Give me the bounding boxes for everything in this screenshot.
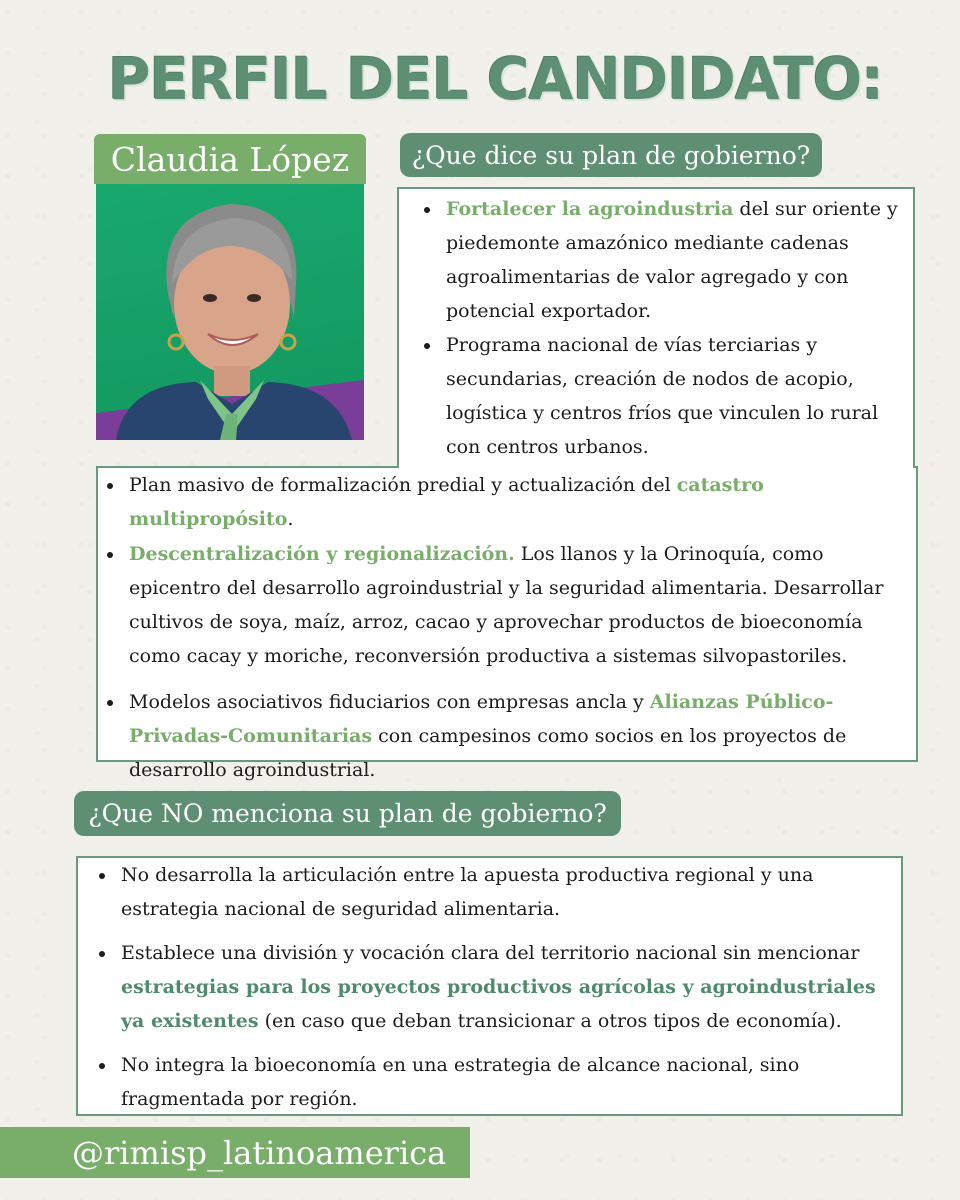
bullet-icon [107,700,113,706]
highlight-text: Alianzas Público-Privadas-Comunitarias [129,691,834,747]
not-mentioned-list [121,858,901,1116]
item-text: No integra la bioeconomía en una estrategia de alcance nacional, sino fragmentada por región. [121,1054,800,1110]
item-text: Modelos asociativos fiduciarios con empresas ancla y [129,691,650,713]
item-text: del sur oriente y piedemonte amazónico mediante cadenas agroalimentarias de valor agregado y con potencial exportador. [446,198,898,322]
item-text: Los llanos y la Orinoquía, como epicentro del desarrollo agroindustrial y la seguridad alimentaria. Desarrollar cultivos de soya, maíz, arroz, cacao y aprovechar productos de bioeconomía como cacay y moriche, reconversión productiva a sistemas silvopastoriles. [129,543,884,667]
list-item [121,936,901,1038]
list-item [129,685,919,787]
bullet-icon [99,951,105,957]
not-mentioned-heading: ¿Que NO menciona su plan de gobierno? [74,791,621,836]
list-item [446,192,906,328]
item-text: No desarrolla la articulación entre la apuesta productiva regional y una estrategia nacional de seguridad alimentaria. [121,864,814,920]
item-text: . [287,508,294,530]
social-handle[interactable]: @rimisp_latinoamerica [0,1127,470,1178]
list-item [121,1048,901,1116]
bullet-icon [424,207,430,213]
highlight-text: catastro multipropósito [129,474,764,530]
highlight-text: Fortalecer la agroindustria [446,198,734,220]
bullet-icon [99,873,105,879]
item-text: Plan masivo de formalización predial y actualización del [129,474,677,496]
item-text: Programa nacional de vías terciarias y secundarias, creación de nodos de acopio, logística y centros fríos que vinculen lo rural con centros urbanos. [446,334,879,458]
bullet-icon [424,343,430,349]
item-text: (en caso que deban transicionar a otros tipos de economía). [258,1010,842,1032]
item-text: con campesinos como socios en los proyectos de desarrollo agroindustrial. [129,725,847,781]
list-item [446,328,906,464]
plan-list-bottom [129,468,919,787]
bullet-icon [107,483,113,489]
candidate-name: Claudia López [94,134,366,184]
highlight-text: estrategias para los proyectos productivos agrícolas y agroindustriales ya existentes [121,976,876,1032]
list-item [129,537,919,673]
highlight-text: Descentralización y regionalización. [129,543,515,565]
plan-list-top [446,192,906,464]
page-title: PERFIL DEL CANDIDATO: [108,45,884,113]
list-item [121,858,901,926]
bullet-icon [107,552,113,558]
bullet-icon [99,1063,105,1069]
candidate-photo [96,184,364,440]
item-text: Establece una división y vocación clara del territorio nacional sin mencionar [121,942,860,964]
list-item [129,468,919,536]
plan-heading: ¿Que dice su plan de gobierno? [400,133,822,177]
portrait-illustration [96,184,364,440]
